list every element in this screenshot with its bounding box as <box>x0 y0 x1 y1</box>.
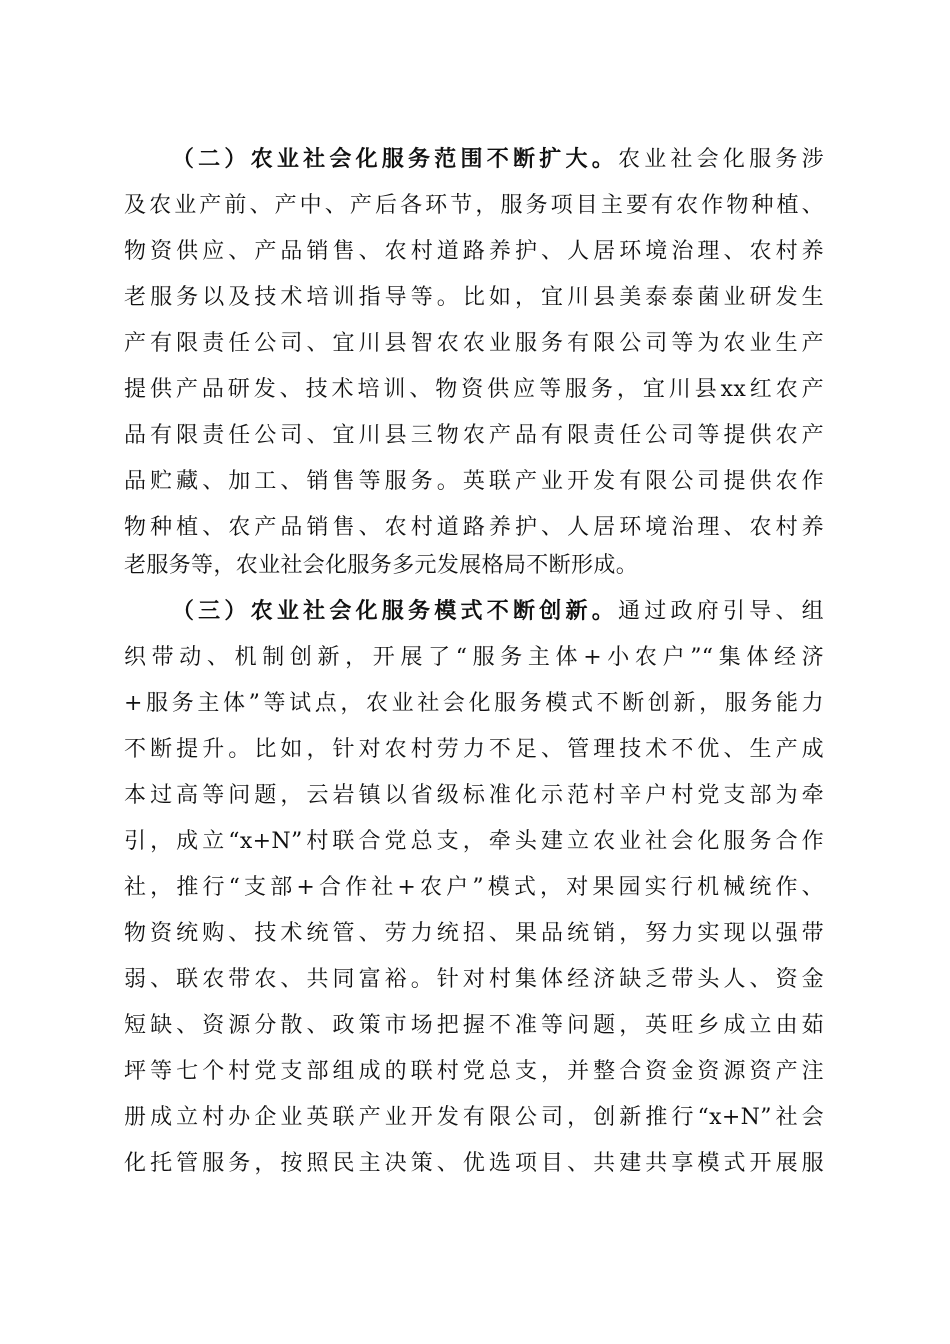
paragraph-3-line-5: 本过高等问题，云岩镇以省级标准化示范村辛户村党支部为牵 <box>124 783 824 808</box>
paragraph-2-line-6: 提供产品研发、技术培训、物资供应等服务，宜川县xx红农产 <box>124 377 824 402</box>
paragraph-2-line-10: 老服务等，农业社会化服务多元发展格局不断形成。 <box>124 553 639 578</box>
paragraph-2-line-8: 品贮藏、加工、销售等服务。英联产业开发有限公司提供农作 <box>124 469 824 494</box>
paragraph-3-line-9: 弱、联农带农、共同富裕。针对村集体经济缺乏带头人、资金 <box>124 967 824 992</box>
paragraph-2-heading: （二）农业社会化服务范围不断扩大。 <box>168 147 618 172</box>
paragraph-3-line-4: 不断提升。比如，针对农村劳力不足、管理技术不优、生产成 <box>124 737 824 762</box>
paragraph-3-line-2: 织带动、机制创新，开展了“服务主体+小农户”“集体经济 <box>124 645 824 670</box>
paragraph-3-line-13: 化托管服务，按照民主决策、优选项目、共建共享模式开展服 <box>124 1151 824 1176</box>
paragraph-3-line-1 <box>124 597 824 627</box>
paragraph-2-line-3: 物资供应、产品销售、农村道路养护、人居环境治理、农村养 <box>124 239 824 264</box>
paragraph-2-line-2: 及农业产前、产中、产后各环节，服务项目主要有农作物种植、 <box>124 193 824 218</box>
paragraph-3-line-7: 社，推行“支部+合作社+农户”模式，对果园实行机械统作、 <box>124 875 824 900</box>
paragraph-3-line-12: 册成立村办企业英联产业开发有限公司，创新推行“x+N”社会 <box>124 1105 824 1130</box>
paragraph-2-line-4: 老服务以及技术培训指导等。比如，宜川县美泰泰菌业研发生 <box>124 285 824 310</box>
paragraph-3-heading: （三）农业社会化服务模式不断创新。 <box>168 599 618 624</box>
paragraph-2-line-7: 品有限责任公司、宜川县三物农产品有限责任公司等提供农产 <box>124 423 824 448</box>
paragraph-2-line-1 <box>124 145 824 175</box>
paragraph-3-line-8: 物资统购、技术统管、劳力统招、果品统销，努力实现以强带 <box>124 921 824 946</box>
paragraph-3-line-11: 坪等七个村党支部组成的联村党总支，并整合资金资源资产注 <box>124 1059 824 1084</box>
paragraph-3-line-3: +服务主体”等试点，农业社会化服务模式不断创新，服务能力 <box>124 691 824 716</box>
paragraph-2-line-9: 物种植、农产品销售、农村道路养护、人居环境治理、农村养 <box>124 515 824 540</box>
paragraph-2-text: 农业社会化服务涉 <box>617 147 824 172</box>
paragraph-3-line-10: 短缺、资源分散、政策市场把握不准等问题，英旺乡成立由茹 <box>124 1013 824 1038</box>
paragraph-2-line-5: 产有限责任公司、宜川县智农农业服务有限公司等为农业生产 <box>124 331 824 356</box>
paragraph-3-line-6: 引，成立“x+N”村联合党总支，牵头建立农业社会化服务合作 <box>124 829 824 854</box>
paragraph-3-text: 通过政府引导、组 <box>617 599 824 624</box>
